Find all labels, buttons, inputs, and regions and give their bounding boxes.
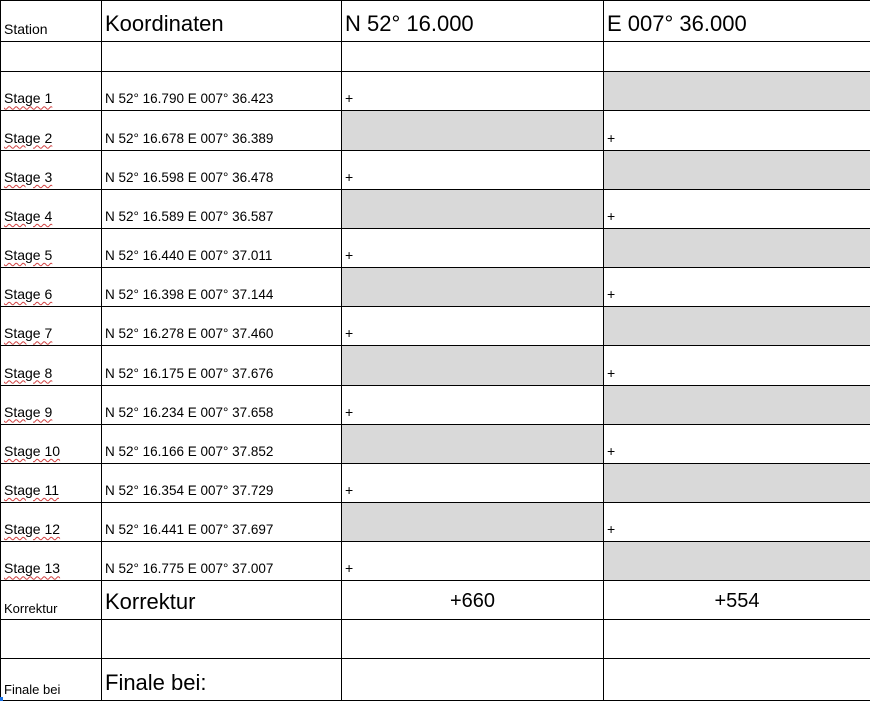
stage-east-cell[interactable]	[604, 228, 870, 267]
stage-north-cell[interactable]	[342, 346, 604, 385]
stage-label-cell[interactable]: Stage 11	[1, 463, 102, 502]
stage-east-cell[interactable]	[604, 72, 870, 111]
stage-label-cell[interactable]: Stage 10	[1, 424, 102, 463]
korrektur-row	[1, 581, 870, 619]
stage-row	[1, 111, 870, 150]
stage-row	[1, 228, 870, 267]
stage-north-cell[interactable]: +	[342, 228, 604, 267]
stage-east-cell[interactable]: +	[604, 424, 870, 463]
korrektur-title-cell[interactable]: Korrektur	[102, 581, 342, 619]
stage-coordinate-cell[interactable]: N 52° 16.598 E 007° 36.478	[102, 150, 342, 189]
stage-coordinate-cell[interactable]: N 52° 16.775 E 007° 37.007	[102, 542, 342, 581]
stage-row	[1, 307, 870, 346]
korrektur-north-value[interactable]: +660	[342, 581, 604, 619]
selection-handle[interactable]	[0, 697, 3, 701]
stage-east-cell[interactable]: +	[604, 268, 870, 307]
stage-label-cell[interactable]: Stage 6	[1, 268, 102, 307]
stage-row	[1, 346, 870, 385]
stage-label-cell[interactable]: Stage 1	[1, 72, 102, 111]
stage-row	[1, 189, 870, 228]
stage-label-cell[interactable]: Stage 7	[1, 307, 102, 346]
empty-cell[interactable]	[1, 42, 102, 72]
finale-title-cell[interactable]: Finale bei:	[102, 658, 342, 700]
stage-east-cell[interactable]: +	[604, 189, 870, 228]
stage-east-cell[interactable]	[604, 307, 870, 346]
empty-cell[interactable]	[1, 619, 102, 658]
stage-east-cell[interactable]: +	[604, 346, 870, 385]
stage-label-cell[interactable]: Stage 3	[1, 150, 102, 189]
empty-cell[interactable]	[604, 42, 870, 72]
stage-coordinate-cell[interactable]: N 52° 16.278 E 007° 37.460	[102, 307, 342, 346]
stage-coordinate-cell[interactable]: N 52° 16.234 E 007° 37.658	[102, 385, 342, 424]
header-koordinaten-cell[interactable]: Koordinaten	[102, 1, 342, 42]
stage-coordinate-cell[interactable]: N 52° 16.441 E 007° 37.697	[102, 503, 342, 542]
stage-coordinate-cell[interactable]: N 52° 16.175 E 007° 37.676	[102, 346, 342, 385]
stage-label-cell[interactable]: Stage 12	[1, 503, 102, 542]
stage-north-cell[interactable]: +	[342, 150, 604, 189]
stage-north-cell[interactable]: +	[342, 72, 604, 111]
korrektur-east-value[interactable]: +554	[604, 581, 870, 619]
stage-row	[1, 150, 870, 189]
header-east-cell[interactable]: E 007° 36.000	[604, 1, 870, 42]
finale-east-cell[interactable]	[604, 658, 870, 700]
stage-coordinate-cell[interactable]: N 52° 16.354 E 007° 37.729	[102, 463, 342, 502]
stage-east-cell[interactable]	[604, 150, 870, 189]
stage-row	[1, 542, 870, 581]
stage-coordinate-cell[interactable]: N 52° 16.398 E 007° 37.144	[102, 268, 342, 307]
stage-label-cell[interactable]: Stage 2	[1, 111, 102, 150]
empty-cell[interactable]	[342, 42, 604, 72]
stage-label-cell[interactable]: Stage 8	[1, 346, 102, 385]
stage-north-cell[interactable]: +	[342, 542, 604, 581]
stage-label-cell[interactable]: Stage 9	[1, 385, 102, 424]
stage-row	[1, 385, 870, 424]
header-station-cell[interactable]: Station	[1, 1, 102, 42]
stage-north-cell[interactable]	[342, 189, 604, 228]
stage-east-cell[interactable]	[604, 542, 870, 581]
korrektur-label-cell[interactable]: Korrektur	[1, 581, 102, 619]
empty-cell[interactable]	[102, 42, 342, 72]
finale-label-cell[interactable]: Finale bei	[1, 658, 102, 700]
stage-coordinate-cell[interactable]: N 52° 16.589 E 007° 36.587	[102, 189, 342, 228]
stage-label-cell[interactable]: Stage 13	[1, 542, 102, 581]
header-north-cell[interactable]: N 52° 16.000	[342, 1, 604, 42]
empty-row	[1, 42, 870, 72]
stage-coordinate-cell[interactable]: N 52° 16.790 E 007° 36.423	[102, 72, 342, 111]
stage-row	[1, 503, 870, 542]
stage-coordinate-cell[interactable]: N 52° 16.678 E 007° 36.389	[102, 111, 342, 150]
stage-east-cell[interactable]: +	[604, 111, 870, 150]
stage-row	[1, 463, 870, 502]
stage-row	[1, 72, 870, 111]
stage-coordinate-cell[interactable]: N 52° 16.166 E 007° 37.852	[102, 424, 342, 463]
header-row	[1, 1, 870, 42]
stage-label-cell[interactable]: Stage 5	[1, 228, 102, 267]
stage-row	[1, 424, 870, 463]
empty-cell[interactable]	[342, 619, 604, 658]
stage-north-cell[interactable]	[342, 424, 604, 463]
empty-cell[interactable]	[102, 619, 342, 658]
finale-north-cell[interactable]	[342, 658, 604, 700]
blank-row	[1, 619, 870, 658]
stage-row	[1, 268, 870, 307]
stage-north-cell[interactable]	[342, 268, 604, 307]
finale-row	[1, 658, 870, 700]
stage-north-cell[interactable]: +	[342, 385, 604, 424]
stage-north-cell[interactable]: +	[342, 307, 604, 346]
stage-coordinate-cell[interactable]: N 52° 16.440 E 007° 37.011	[102, 228, 342, 267]
stage-east-cell[interactable]	[604, 463, 870, 502]
stage-east-cell[interactable]	[604, 385, 870, 424]
stage-north-cell[interactable]: +	[342, 463, 604, 502]
empty-cell[interactable]	[604, 619, 870, 658]
stage-north-cell[interactable]	[342, 111, 604, 150]
stage-north-cell[interactable]	[342, 503, 604, 542]
stage-east-cell[interactable]: +	[604, 503, 870, 542]
stage-label-cell[interactable]: Stage 4	[1, 189, 102, 228]
